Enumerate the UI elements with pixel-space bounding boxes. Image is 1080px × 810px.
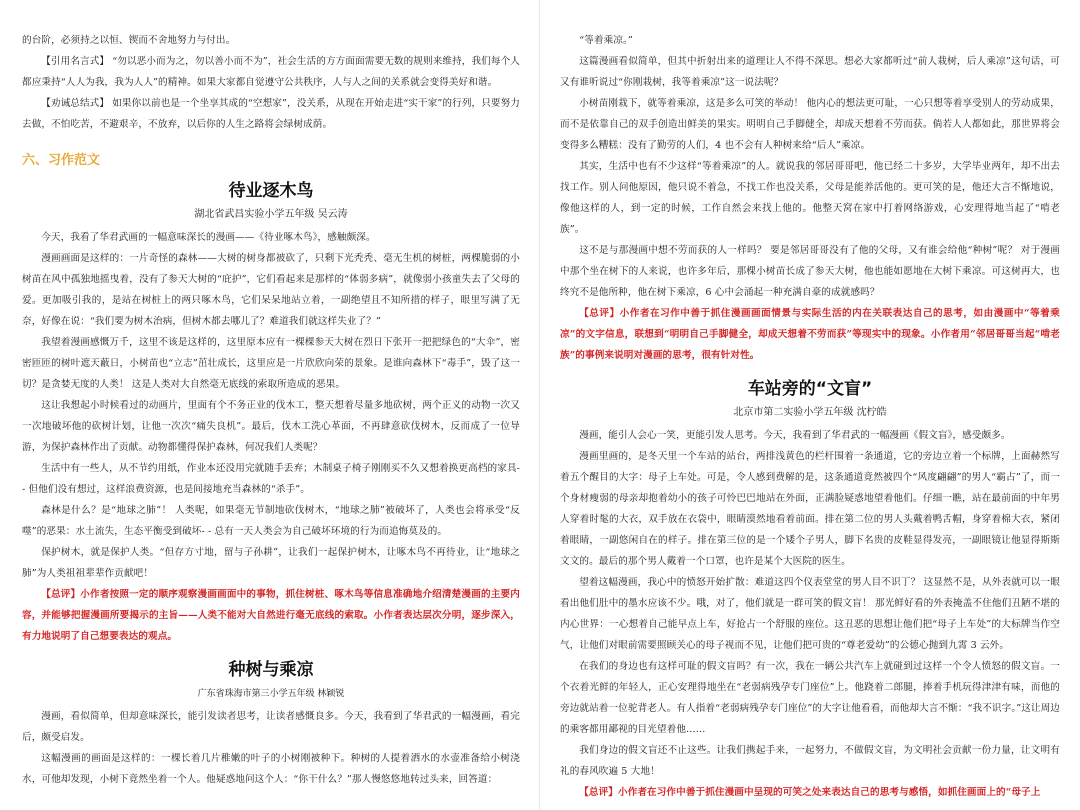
essay-byline: 广东省珠海市第三小学五年级 林颖锐	[197, 689, 345, 699]
essay-paragraph: 望着这幅漫画，我心中的愤怒开始扩散：难道这四个仪表堂堂的男人目不识丁？ 这显然不是，从外表就可以一眼看出他们肚中的墨水应该不少。哦，对了，他们就是一群可笑的假文盲！ 那光鲜好看的外表掩盖不住他们丑陋不堪的内心世界：一心想着自己能早点上车，好抢占一个舒服的座位。这丑恶的思想让他们把“母子上车处”的大标牌当作空气，让他们对眼前需要照顾关心的母子视而不见，让他们把可贵的“尊老爱幼”的公德心抛到九霄 3 云外。	[560, 577, 1060, 651]
essay-paragraph: 在我们的身边也有这样可耻的假文盲吗？有一次，我在一辆公共汽车上就碰到过这样一个令人愤怒的假文盲。一个衣着光鲜的年轻人，正心安理得地坐在“老弱病残孕专门座位”上。他跷着二郎腿，捧着手机玩得津津有味，而他的旁边就站着一位驼背老人。有人指着“老弱病残孕专门座位”的大字让他看看，而他却大言不惭：“我不识字。”这让周边的乘客都用鄙视的目光望着他……	[560, 661, 1060, 735]
essay-paragraph: 小树苗刚栽下，就等着乘凉，这是多么可笑的举动！ 他内心的想法更可耻，一心只想等着享受别人的劳动成果，而不是依靠自己的双手创造出鲜美的果实。明明自己手脚健全，却成天想着不劳而获。倘若人人都如此，那世界将会变得多么糟糕：没有了勤劳的人们，4 也不会有人种树来给“后人”乘凉。	[560, 98, 1060, 151]
essay-paragraph: 这不是与那漫画中想不劳而获的人一样吗？ 要是邻居哥哥没有了他的父母，又有谁会给他“种树”呢？ 对于漫画中那个坐在树下的人来说，也许多年后，那棵小树苗长成了参天大树，他也能如愿地在大树下乘凉。可这树再大，也终究不是他所种，他在树下乘凉，6 心中会涌起一种充满自豪的成就感吗？	[560, 245, 1060, 298]
essay-paragraph: 我们身边的假文盲还不止这些。让我们携起手来，一起努力，不做假文盲，为文明社会贡献一份力量，让文明有礼的春风吹遍 5 大地！	[560, 745, 1060, 777]
essay-paragraph: 这幅漫画的画面是这样的：一棵长着几片稚嫩的叶子的小树刚被种下。种树的人提着洒水的水壶准备给小树浇水，可他却发现，小树下竟然坐着一个人。他疑惑地问这个人：“你干什么？”那人慢悠悠地转过头来，回答道：	[22, 753, 520, 785]
essay-paragraph: 今天，我看了华君武画的一幅意味深长的漫画——《待业啄木鸟》，感触颇深。	[41, 232, 376, 243]
right-page	[540, 0, 1080, 810]
essay-paragraph: 这篇漫画看似简单，但其中折射出来的道理让人不得不深思。想必大家都听过“前人栽树，后人乘凉”这句话，可又有谁听说过“你刚栽树，我等着乘凉”这一说法呢？	[560, 56, 1060, 88]
paragraph: 的台阶，必须持之以恒、锲而不舍地努力与付出。	[22, 35, 236, 46]
review-comment: 【总评】小作者在习作中善于抓住漫画中呈现的可笑之处来表达自己的思考与感悟，如抓住画面上的“母子上	[579, 787, 1041, 798]
section-heading: 六、习作范文	[22, 153, 101, 168]
essay-paragraph: 我望着漫画感慨万千，这里不该是这样的，这里原本应有一棵棵参天大树在烈日下张开一把把绿色的“大伞”，密密匝匝的树叶遮天蔽日，小树苗也“立志”茁壮成长，这里应是一片欣欣向荣的景象。是谁向森林下“毒手”，毁了这一切？是贪婪无度的人类！ 这是人类对大自然毫无底线的索取所造成的恶果。	[22, 337, 520, 390]
essay-paragraph: 森林是什么？是“地球之肺”！ 人类呢，如果毫无节制地砍伐树木，“地球之肺”被破坏了，人类也会将承受“反噬”的恶果：水土流失，生态平衡受到破坏- - 总有一天人类会为自己破坏环境的行为而追悔莫及的。	[22, 505, 520, 537]
essay-paragraph: 漫画，能引人会心一笑，更能引发人思考。今天，我看到了华君武的一幅漫画《假文盲》，感受颇多。	[579, 430, 1011, 441]
essay-paragraph: 其实，生活中也有不少这样“等着乘凉”的人。就说我的邻居哥哥吧，他已经二十多岁，大学毕业两年，却不出去找工作。别人问他原因，他只说不着急，不找工作也没关系，父母是能养活他的。更可笑的是，他还大言不惭地说，像他这样的人，到一定的时候，工作自然会来找上他的。他整天窝在家中打着网络游戏，心安理得地当起了“啃老族”。	[560, 161, 1060, 235]
essay-paragraph: 生活中有一些人，从不节约用纸，作业本还没用完就随手丢弃；木制桌子椅子刚刚买不久又想着换更高档的家具- - 但他们没有想过，这样浪费资源，也是间接地充当森林的“杀手”。	[22, 463, 520, 495]
essay-paragraph: “等着乘凉。”	[579, 35, 633, 46]
essay-paragraph: 保护树木，就是保护人类。“但存方寸地，留与子孙耕”，让我们一起保护树木，让啄木鸟不再待业，让“地球之肺”为人类祖祖辈辈作贡献吧！	[22, 547, 520, 579]
essay-byline: 北京市第二实验小学五年级 沈柠皓	[733, 407, 887, 418]
essay-title: 车站旁的“文盲”	[747, 379, 873, 399]
essay-paragraph: 漫画，看似简单，但却意味深长，能引发读者思考，让读者感慨良多。今天，我看到了华君武的一幅漫画，看完后，颇受启发。	[22, 711, 520, 743]
essay-byline: 湖北省武昌实验小学五年级 吴云涛	[194, 209, 348, 220]
essay-title: 种树与乘凉	[228, 660, 314, 680]
review-comment: 【总评】小作者按照一定的顺序观察漫画画面中的事物，抓住树桩、啄木鸟等信息准确地介绍清楚漫画的主要内容，并能够把握漫画所要揭示的主旨——人类不能对大自然进行毫无底线的索取。小作者表达层次分明，逐步深入，有力地说明了自己想要表达的观点。	[22, 589, 520, 642]
paragraph-quote-ending: 【引用名言式】 “勿以恶小而为之，勿以善小而不为”，社会生活的方方面面需要无数的规则来维持，我们每个人都应秉持“人人为我，我为人人”的精神。如果大家都自觉遵守公共秩序，人与人之间的关系就会变得美好和谐。	[22, 56, 520, 88]
essay-paragraph: 漫画里画的，是冬天里一个车站的站台，两排浅黄色的栏杆围着一条通道，它的旁边立着一个标牌，上面赫然写着五个醒目的大字：母子上车处。可是，令人感到费解的是，这条通道竟然被四个“风度翩翩”的男人“霸占”了，而一个身材瘦弱的母亲却抱着幼小的孩子可怜巴巴地站在外面，正满脸疑惑地望着他们。仔细一瞧，站在最前面的中年男人穿着时髦的大衣，双手放在衣袋中，眼睛漠然地看着前面。排在第二位的男人头戴着鸭舌帽，身穿着棉大衣，紧闭着眼睛，一副悠闲自在的样子。排在第三位的是一个矮个子男人，脚下名贵的皮鞋显得发亮，一副眼镜让他显得斯斯文文的。最后的那个男人戴着一个口罩，也许是某个大医院的医生。	[560, 451, 1060, 567]
essay-paragraph: 这让我想起小时候看过的动画片，里面有个不务正业的伐木工，整天想着尽量多地砍树，两个正义的动物一次又一次地破坏他的砍树计划，让他一次次“痛失良机”。最后，伐木工洗心革面，不再肆意砍伐树木，反而成了一位导游，为保护森林作出了贡献。动物都懂得保护森林，何况我们人类呢？	[22, 400, 520, 453]
essay-paragraph: 漫画画面是这样的：一片奇怪的森林——大树的树身都被砍了，只剩下光秃秃、毫无生机的树桩，两棵脆弱的小树苗在风中孤独地摇曳着，没有了参天大树的“庇护”，它们看起来是那样的“体弱多病”，就像弱小孩童失去了父母的爱。更加吸引我的，是站在树桩上的两只啄木鸟，它们呆呆地站立着，一副绝望且不知所措的样子，眼里写满了无奈，好像在说：“我们要为树木治病，但树木都去哪儿了？难道我们就这样失业了？”	[22, 253, 520, 327]
paragraph-advice-ending: 【劝诫总结式】 如果你以前也是一个坐享其成的“空想家”，没关系，从现在开始走进“实干家”的行列，只要努力去做，不怕吃苦，不避艰辛，不放弃，以后你的人生之路将会绿树成荫。	[22, 98, 520, 130]
review-comment: 【总评】小作者在习作中善于抓住漫画画面情景与实际生活的内在关联表达自己的思考，如由漫画中“等着乘凉”的文字信息，联想到“明明自己手脚健全，却成天想着不劳而获”等现实中的现象。小作者用“邻居哥哥当起“啃老族”的事例来说明对漫画的思考，很有针对性。	[560, 308, 1060, 361]
essay-title: 待业逐木鸟	[228, 181, 314, 201]
